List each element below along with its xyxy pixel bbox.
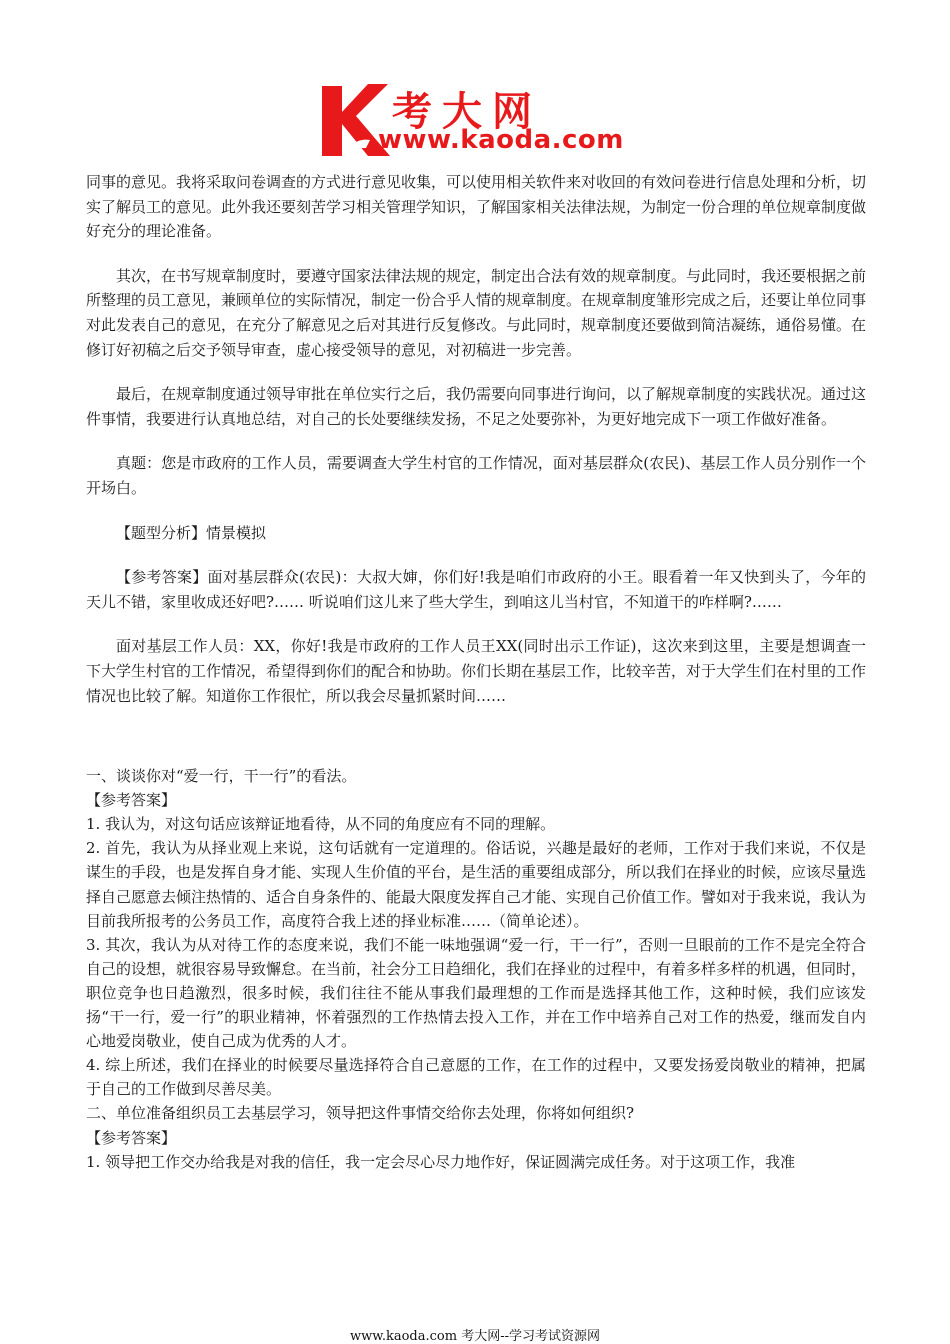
logo-brand-url: www.kaoda.com [378, 125, 624, 155]
paragraph-analysis: 【题型分析】情景模拟 [116, 523, 267, 542]
paragraph-2: 其次，在书写规章制度时，要遵守国家法律法规的规定，制定出合法有效的规章制度。与此同时，我还要根据之前所整理的员工意见，兼顾单位的实际情况，制定一份合乎人情的规章制度。在规章制度雏形完成之后，还要让单位同事对此发表自己的意见，在充分了解意见之后对其进行反复修改。与此同时，规章制度还要做到简洁凝练，通俗易懂。在修订好初稿之后交予领导审查，虚心接受领导的意见，对初稿进一步完善。 [86, 266, 867, 359]
paragraph-question: 真题：您是市政府的工作人员，需要调查大学生村官的工作情况，面对基层群众(农民)、基层工作人员分别作一个开场白。 [86, 454, 866, 497]
list-item: 1. 领导把工作交办给我是对我的信任，我一定会尽心尽力地作好，保证圆满完成任务。对于这项工作，我准 [86, 1152, 796, 1171]
document-body [86, 170, 866, 1174]
question-2: 二、单位准备组织员工去基层学习，领导把这件事情交给你去处理，你将如何组织? [86, 1104, 635, 1123]
qa-list [86, 764, 866, 1174]
paragraph-1: 同事的意见。我将采取问卷调查的方式进行意见收集，可以使用相关软件来对收回的有效问卷进行信息处理和分析，切实了解员工的意见。此外我还要刻苦学习相关管理学知识，了解国家相关法律法规，为制定一份合理的单位规章制度做好充分的理论准备。 [86, 173, 867, 241]
logo-brand-cn: 考大网 [392, 89, 542, 135]
answer-heading-1: 【参考答案】 [86, 791, 177, 810]
paragraph-answer-2: 面对基层工作人员：XX，你好!我是市政府的工作人员王XX(同时出示工作证)，这次来到这里，主要是想调查一下大学生村官的工作情况，希望得到你们的配合和协助。你们长期在基层工作，比较辛苦，对于大学生们在村里的工作情况也比较了解。知道你工作很忙，所以我会尽量抓紧时间…… [86, 637, 867, 705]
answer-heading-2: 【参考答案】 [86, 1128, 177, 1147]
list-item: 1. 我认为，对这句话应该辩证地看待，从不同的角度应有不同的理解。 [86, 815, 556, 834]
list-item: 3. 其次，我认为从对待工作的态度来说，我们不能一味地强调“爱一行，干一行”，否则一旦眼前的工作不是完全符合自己的设想，就很容易导致懈怠。在当前，社会分工日趋细化，我们在择业的过程中，有着多样多样的机遇，但同时，职位竞争也日趋激烈，很多时候，我们往往不能从事我们最理想的工作而是选择其他工作，这种时候，我们应该发扬“干一行，爱一行”的职业精神，怀着强烈的工作热情去投入工作，并在工作中培养自己对工作的热爱，继而发自内心地爱岗敬业，使自己成为优秀的人才。 [86, 935, 867, 1051]
paragraph-answer: 【参考答案】面对基层群众(农民)：大叔大婶，你们好!我是咱们市政府的小王。眼看着一年又快到头了，今年的天儿不错，家里收成还好吧?…… 听说咱们这儿来了些大学生，到咱这儿当村官，不知道干的咋样啊?…… [86, 568, 866, 611]
list-item: 2. 首先，我认为从择业观上来说，这句话就有一定道理的。俗话说，兴趣是最好的老师，工作对于我们来说，不仅是谋生的手段，也是发挥自身才能、实现人生价值的平台，是生活的重要组成部分，所以我们在择业的时候，应该尽量选择自己愿意去倾注热情的、适合自身条件的、能最大限度发挥自己才能、实现自己价值工作。譬如对于我来说，我认为目前我所报考的公务员工作，高度符合我上述的择业标准……（简单论述）。 [86, 839, 867, 930]
page-footer: www.kaoda.com 考大网--学习考试资源网 [350, 1329, 600, 1344]
paragraph-3: 最后，在规章制度通过领导审批在单位实行之后，我仍需要向同事进行询问，以了解规章制度的实践状况。通过这件事情，我要进行认真地总结，对自己的长处要继续发扬，不足之处要弥补，为更好地完成下一项工作做好准备。 [86, 385, 867, 428]
question-1: 一、谈谈你对“爱一行，干一行”的看法。 [86, 767, 357, 786]
list-item: 4. 综上所述，我们在择业的时候要尽量选择符合自己意愿的工作，在工作的过程中，又要发扬爱岗敬业的精神，把属于自己的工作做到尽善尽美。 [86, 1056, 866, 1099]
